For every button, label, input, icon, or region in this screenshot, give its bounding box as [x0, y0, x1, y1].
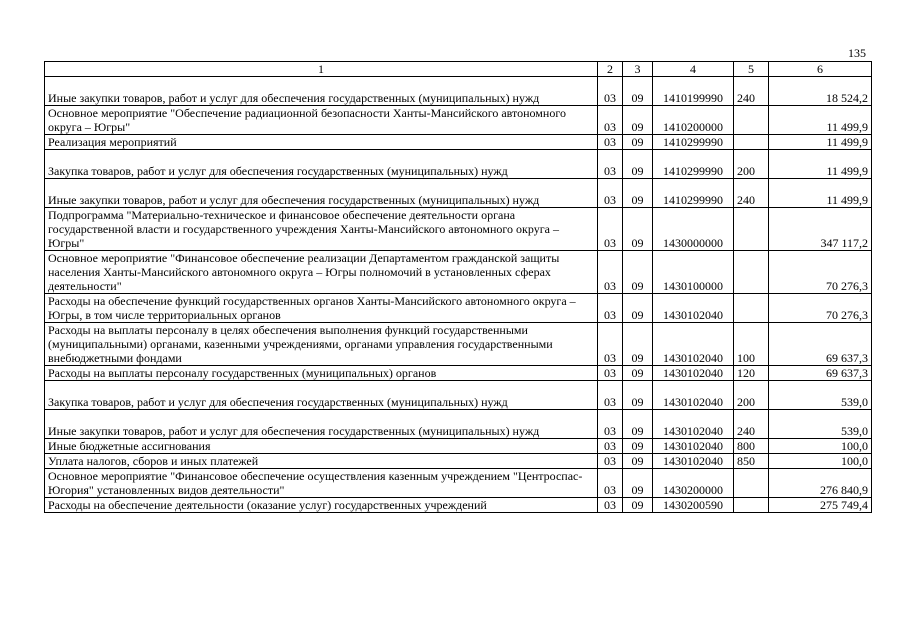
row-expense-type: 850	[734, 454, 769, 469]
row-target-article: 1430102040	[653, 323, 734, 366]
row-amount: 69 637,3	[769, 366, 872, 381]
row-name: Иные бюджетные ассигнования	[45, 439, 598, 454]
row-name: Иные закупки товаров, работ и услуг для обеспечения государственных (муниципальных) нужд	[45, 77, 598, 106]
row-section: 03	[598, 179, 623, 208]
row-target-article: 1410199990	[653, 77, 734, 106]
row-amount: 539,0	[769, 410, 872, 439]
row-section: 03	[598, 251, 623, 294]
row-expense-type	[734, 106, 769, 135]
table-row	[45, 366, 872, 381]
row-name: Основное мероприятие "Финансовое обеспечение осуществления казенным учреждением "Центроспас-Югория" установленных видов деятельности"	[45, 469, 598, 498]
table-row	[45, 294, 872, 323]
row-subsection: 09	[623, 439, 653, 454]
row-expense-type	[734, 135, 769, 150]
table-row	[45, 498, 872, 513]
row-amount: 539,0	[769, 381, 872, 410]
table-row	[45, 410, 872, 439]
row-subsection: 09	[623, 469, 653, 498]
table-row	[45, 381, 872, 410]
row-name: Уплата налогов, сборов и иных платежей	[45, 454, 598, 469]
row-section: 03	[598, 498, 623, 513]
column-header: 4	[653, 62, 734, 77]
row-subsection: 09	[623, 454, 653, 469]
row-subsection: 09	[623, 498, 653, 513]
row-name: Основное мероприятие "Обеспечение радиационной безопасности Ханты-Мансийского автономного округа – Югры"	[45, 106, 598, 135]
row-expense-type: 240	[734, 77, 769, 106]
row-subsection: 09	[623, 251, 653, 294]
row-amount: 11 499,9	[769, 135, 872, 150]
row-subsection: 09	[623, 366, 653, 381]
row-target-article: 1430102040	[653, 410, 734, 439]
row-target-article: 1410299990	[653, 179, 734, 208]
row-subsection: 09	[623, 208, 653, 251]
row-amount: 275 749,4	[769, 498, 872, 513]
row-expense-type	[734, 294, 769, 323]
row-name: Расходы на выплаты персоналу в целях обеспечения выполнения функций государственными (муниципальными) органами, казенными учреждениями, органами управления государственными внебюджетными фондами	[45, 323, 598, 366]
row-target-article: 1430102040	[653, 454, 734, 469]
column-header: 3	[623, 62, 653, 77]
row-subsection: 09	[623, 77, 653, 106]
table-row	[45, 251, 872, 294]
row-expense-type: 200	[734, 150, 769, 179]
table-row	[45, 106, 872, 135]
row-target-article: 1430200590	[653, 498, 734, 513]
row-name: Расходы на выплаты персоналу государственных (муниципальных) органов	[45, 366, 598, 381]
row-section: 03	[598, 294, 623, 323]
row-expense-type	[734, 498, 769, 513]
row-section: 03	[598, 150, 623, 179]
row-name: Реализация мероприятий	[45, 135, 598, 150]
row-section: 03	[598, 410, 623, 439]
row-subsection: 09	[623, 381, 653, 410]
table-row	[45, 135, 872, 150]
row-subsection: 09	[623, 294, 653, 323]
row-expense-type	[734, 469, 769, 498]
row-amount: 11 499,9	[769, 106, 872, 135]
row-subsection: 09	[623, 410, 653, 439]
column-header: 2	[598, 62, 623, 77]
row-target-article: 1410299990	[653, 135, 734, 150]
row-section: 03	[598, 208, 623, 251]
row-target-article: 1430100000	[653, 251, 734, 294]
row-name: Иные закупки товаров, работ и услуг для обеспечения государственных (муниципальных) нужд	[45, 179, 598, 208]
column-header: 5	[734, 62, 769, 77]
row-amount: 69 637,3	[769, 323, 872, 366]
row-target-article: 1430102040	[653, 381, 734, 410]
row-amount: 276 840,9	[769, 469, 872, 498]
row-section: 03	[598, 77, 623, 106]
row-amount: 70 276,3	[769, 251, 872, 294]
column-header: 6	[769, 62, 872, 77]
row-amount: 18 524,2	[769, 77, 872, 106]
row-target-article: 1410299990	[653, 150, 734, 179]
row-expense-type: 240	[734, 179, 769, 208]
row-subsection: 09	[623, 135, 653, 150]
table-row	[45, 469, 872, 498]
row-expense-type	[734, 208, 769, 251]
row-amount: 70 276,3	[769, 294, 872, 323]
row-name: Закупка товаров, работ и услуг для обеспечения государственных (муниципальных) нужд	[45, 150, 598, 179]
row-name: Подпрограмма "Материально-техническое и финансовое обеспечение деятельности органа государственной власти и государственного учреждения Ханты-Мансийского автономного округа – Югры"	[45, 208, 598, 251]
row-target-article: 1430102040	[653, 366, 734, 381]
table-row	[45, 454, 872, 469]
row-expense-type	[734, 251, 769, 294]
row-target-article: 1410200000	[653, 106, 734, 135]
row-subsection: 09	[623, 179, 653, 208]
row-amount: 100,0	[769, 439, 872, 454]
table-row	[45, 208, 872, 251]
row-section: 03	[598, 106, 623, 135]
budget-table	[44, 61, 872, 513]
row-expense-type: 240	[734, 410, 769, 439]
row-name: Иные закупки товаров, работ и услуг для обеспечения государственных (муниципальных) нужд	[45, 410, 598, 439]
row-section: 03	[598, 323, 623, 366]
table-row	[45, 179, 872, 208]
row-target-article: 1430000000	[653, 208, 734, 251]
table-header-row	[45, 62, 872, 77]
row-section: 03	[598, 366, 623, 381]
table-row	[45, 150, 872, 179]
row-subsection: 09	[623, 323, 653, 366]
table-row	[45, 77, 872, 106]
row-expense-type: 100	[734, 323, 769, 366]
row-expense-type: 120	[734, 366, 769, 381]
row-name: Основное мероприятие "Финансовое обеспечение реализации Департаментом гражданской защиты населения Ханты-Мансийского автономного округа – Югры полномочий в установленных сферах деятельности"	[45, 251, 598, 294]
table-row	[45, 439, 872, 454]
row-name: Расходы на обеспечение функций государственных органов Ханты-Мансийского автономного округа – Югры, в том числе территориальных органов	[45, 294, 598, 323]
column-header: 1	[45, 62, 598, 77]
row-name: Расходы на обеспечение деятельности (оказание услуг) государственных учреждений	[45, 498, 598, 513]
row-expense-type: 800	[734, 439, 769, 454]
row-amount: 11 499,9	[769, 179, 872, 208]
row-amount: 11 499,9	[769, 150, 872, 179]
row-section: 03	[598, 454, 623, 469]
row-subsection: 09	[623, 106, 653, 135]
row-subsection: 09	[623, 150, 653, 179]
row-target-article: 1430102040	[653, 294, 734, 323]
row-amount: 347 117,2	[769, 208, 872, 251]
row-target-article: 1430102040	[653, 439, 734, 454]
row-section: 03	[598, 439, 623, 454]
row-expense-type: 200	[734, 381, 769, 410]
row-section: 03	[598, 381, 623, 410]
row-section: 03	[598, 469, 623, 498]
table-row	[45, 323, 872, 366]
row-amount: 100,0	[769, 454, 872, 469]
row-target-article: 1430200000	[653, 469, 734, 498]
row-name: Закупка товаров, работ и услуг для обеспечения государственных (муниципальных) нужд	[45, 381, 598, 410]
row-section: 03	[598, 135, 623, 150]
page-number: 135	[848, 46, 866, 60]
